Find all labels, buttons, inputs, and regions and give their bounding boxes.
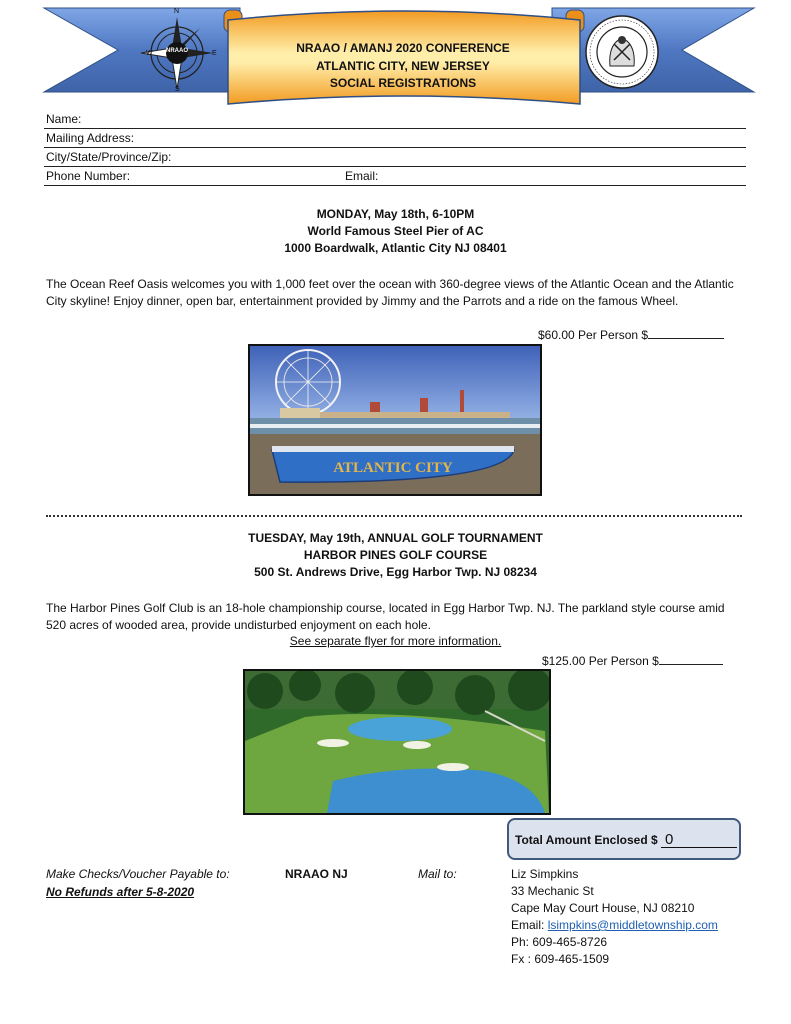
mailing-address-label: Mailing Address:: [46, 131, 135, 145]
association-seal-logo: [584, 14, 660, 90]
banner-line-location: ATLANTIC CITY, NEW JERSEY: [316, 58, 490, 73]
event2-price-line: [542, 652, 723, 670]
flyer-link[interactable]: See separate flyer for more information.: [289, 634, 502, 648]
compass-n: N: [174, 8, 180, 15]
event1-price-line: [538, 326, 724, 344]
mailing-address-field[interactable]: [44, 130, 746, 148]
contact-name: Liz Simpkins: [511, 867, 579, 881]
section-divider: [46, 515, 742, 517]
golf-course-photo: [243, 669, 551, 815]
steel-pier-photo: [248, 344, 542, 496]
banner-line-registrations: SOCIAL REGISTRATIONS: [329, 76, 477, 90]
contact-email-link[interactable]: lsimpkins@middletownship.com: [547, 918, 718, 932]
event2-amount-blank[interactable]: [659, 652, 723, 665]
contact-email-prefix: Email:: [511, 918, 548, 932]
event1-date: MONDAY, May 18th, 6-10PM: [316, 207, 475, 221]
city-state-zip-field[interactable]: [44, 149, 746, 167]
boat-lettering: ATLANTIC CITY: [333, 460, 453, 476]
email-label: Email:: [345, 169, 379, 183]
compass-w: W: [146, 50, 153, 57]
event2-heading: [0, 530, 791, 581]
contact-fax: Fx : 609-465-1509: [511, 952, 610, 966]
event2-description: The Harbor Pines Golf Club is an 18-hole championship course, located in Egg Harbor Twp. NJ. The parkland style course amid 520 acres of wooded area, provide undisturbed enjoyment on each hole.: [46, 601, 725, 632]
payable-to-value: NRAAO NJ: [285, 867, 348, 881]
banner-title: [228, 40, 578, 93]
contact-city: Cape May Court House, NJ 08210: [511, 901, 695, 915]
city-state-zip-label: City/State/Province/Zip:: [46, 150, 172, 164]
event1-venue: World Famous Steel Pier of AC: [307, 224, 484, 238]
name-label: Name:: [46, 112, 82, 126]
mail-to-label: Mail to:: [418, 867, 457, 881]
event1-amount-blank[interactable]: [648, 326, 724, 339]
contact-phone: Ph: 609-465-8726: [511, 935, 608, 949]
event1-heading: [0, 206, 791, 257]
event2-title: TUESDAY, May 19th, ANNUAL GOLF TOURNAMENT: [248, 531, 543, 545]
compass-label: NRAAO: [166, 48, 188, 54]
mailing-contact: [511, 866, 718, 968]
event2-venue: HARBOR PINES GOLF COURSE: [303, 548, 488, 562]
banner-line-conference: NRAAO / AMANJ 2020 CONFERENCE: [296, 41, 510, 55]
contact-street: 33 Mechanic St: [511, 884, 594, 898]
total-label-text: Total Amount Enclosed $: [515, 833, 658, 847]
event2-address: 500 St. Andrews Drive, Egg Harbor Twp. NJ 08234: [254, 565, 537, 579]
compass-e: E: [212, 50, 217, 57]
event2-price: $125.00 Per Person $: [542, 654, 659, 668]
total-amount-box[interactable]: [507, 818, 741, 860]
event1-price: $60.00 Per Person $: [538, 328, 649, 342]
event1-address: 1000 Boardwalk, Atlantic City NJ 08401: [284, 241, 507, 255]
name-field[interactable]: [44, 111, 746, 129]
compass-s: S: [175, 86, 180, 93]
payable-to-label: Make Checks/Voucher Payable to:: [46, 867, 230, 881]
phone-label: Phone Number:: [46, 169, 131, 183]
total-amount-value[interactable]: 0: [661, 832, 737, 848]
contact-email-line: [511, 917, 718, 934]
no-refunds-notice: No Refunds after 5-8-2020: [46, 885, 195, 899]
event1-description: The Ocean Reef Oasis welcomes you with 1,000 feet over the ocean with 360-degree views of the Atlantic Ocean and the Atlantic City skyline! Enjoy dinner, open bar, entertainment provided by Jimmy and the Parrots and a ride on the famous Wheel.: [46, 277, 734, 308]
phone-email-field[interactable]: [44, 168, 746, 186]
total-amount-label: [515, 832, 737, 848]
